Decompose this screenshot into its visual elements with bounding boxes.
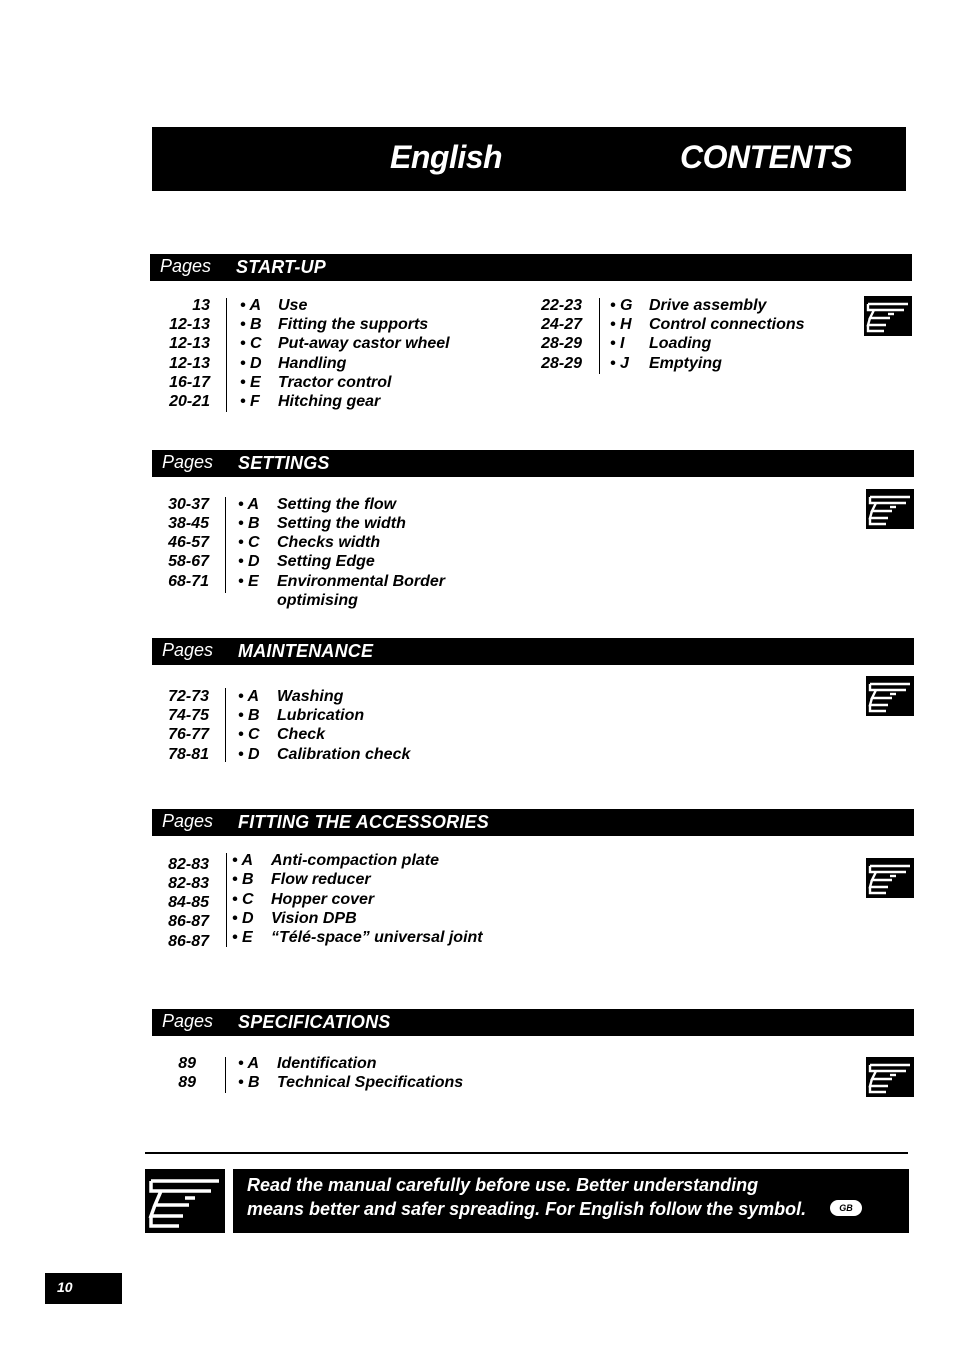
section-title: FITTING THE ACCESSORIES: [238, 812, 489, 832]
section-bar-specifications: [152, 1009, 914, 1036]
pointing-hand-icon: [866, 676, 914, 716]
page-number: 10: [45, 1273, 122, 1304]
pointing-hand-icon: [866, 489, 914, 529]
pointing-hand-icon: [866, 858, 914, 898]
section-title: SPECIFICATIONS: [238, 1012, 391, 1032]
language-title: English: [390, 139, 503, 175]
pages-label: Pages: [160, 256, 212, 276]
note-line-2: means better and safer spreading. For English follow the symbol.: [247, 1199, 807, 1219]
pages-label: Pages: [162, 640, 214, 660]
gb-badge: GB: [830, 1200, 862, 1216]
section-bar-start-up: [150, 254, 912, 281]
title-bar: [152, 127, 906, 191]
note-line-1: Read the manual carefully before use. Better understanding: [247, 1175, 759, 1195]
pages-label: Pages: [162, 1011, 214, 1031]
section-title: SETTINGS: [238, 453, 330, 473]
pointing-hand-icon: [866, 1057, 914, 1097]
section-title: MAINTENANCE: [238, 641, 374, 661]
section-bar-maintenance: [152, 638, 914, 665]
divider: [145, 1152, 908, 1154]
pointing-hand-icon: [864, 296, 912, 336]
usage-note: [233, 1169, 909, 1233]
contents-title: CONTENTS: [680, 139, 852, 175]
section-bar-accessories: [152, 809, 914, 836]
pages-label: Pages: [162, 452, 214, 472]
section-title: START-UP: [236, 257, 326, 277]
pointing-hand-icon: [145, 1169, 225, 1233]
pages-label: Pages: [162, 811, 214, 831]
section-bar-settings: [152, 450, 914, 477]
